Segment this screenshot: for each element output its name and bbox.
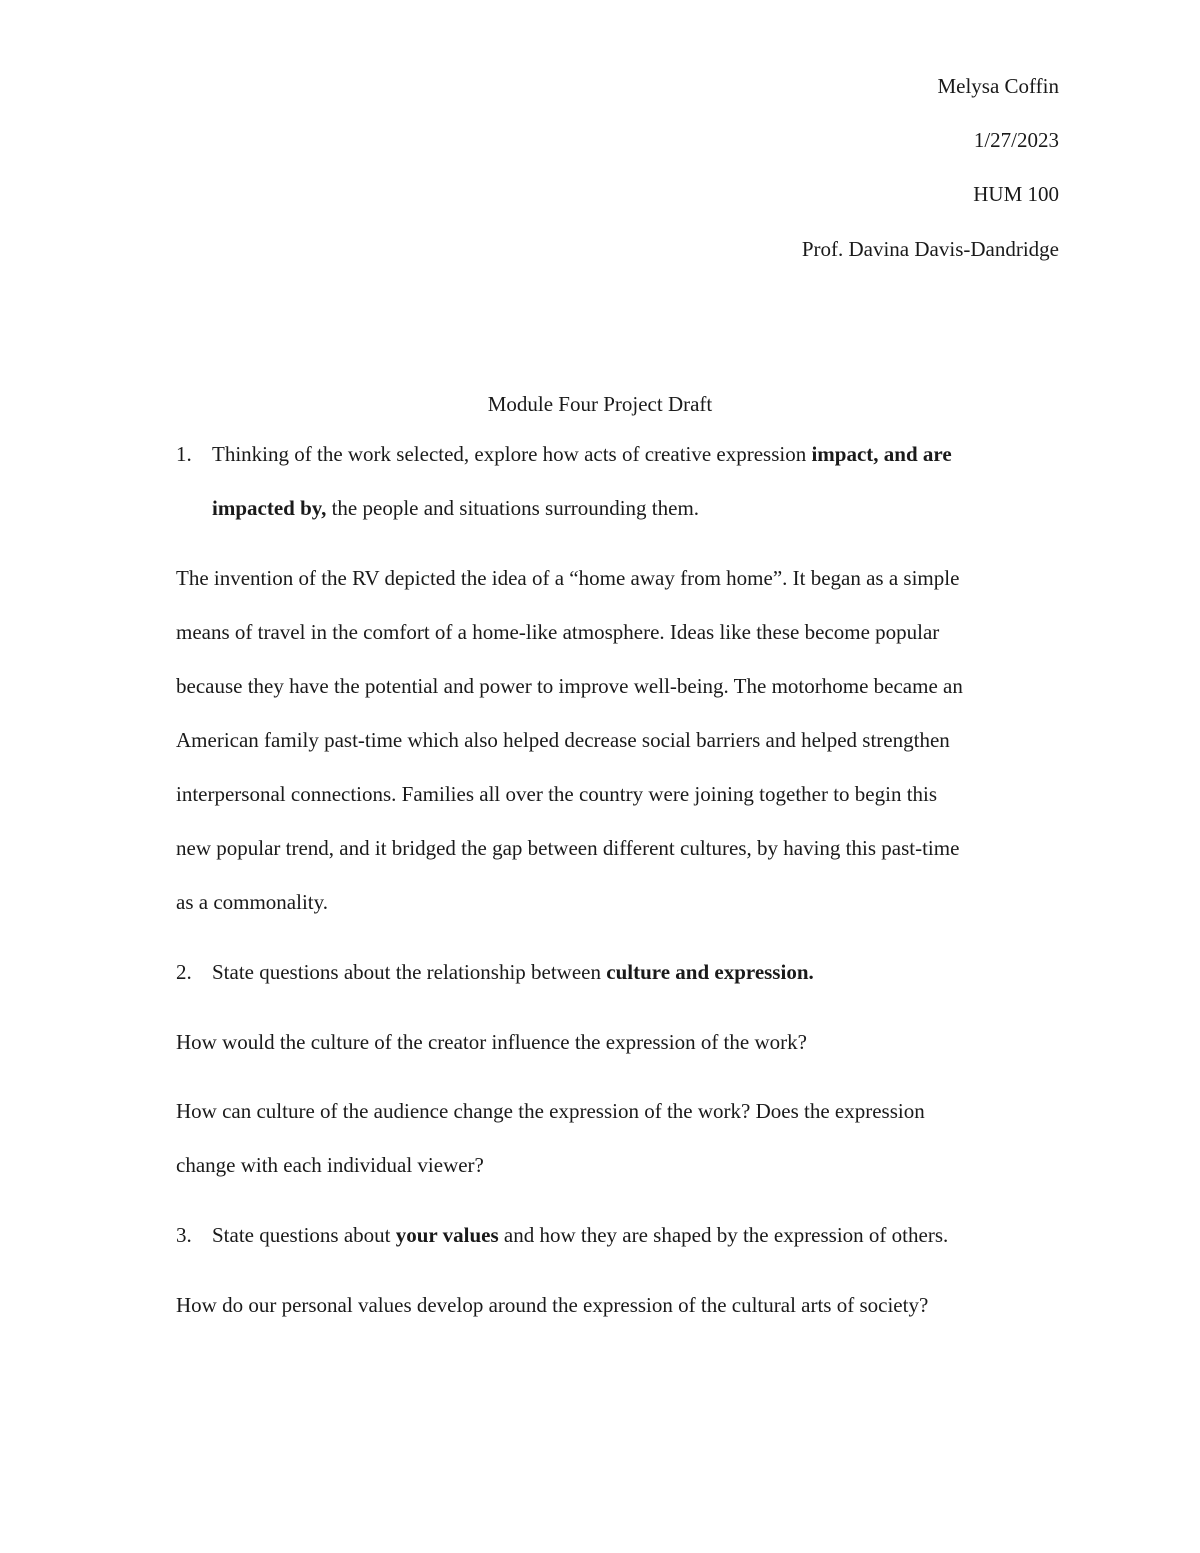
question-3-bold: your values (395, 1223, 499, 1247)
professor-name: Prof. Davina Davis-Dandridge (801, 237, 1059, 261)
question-1-line-1 (212, 444, 952, 465)
date: 1/27/2023 (973, 128, 1059, 152)
question-1-text-2: the people and situations surrounding them. (326, 496, 700, 520)
question-2-number: 2. (176, 960, 192, 984)
question-1-bold: impact, and are (811, 442, 952, 466)
course-code: HUM 100 (973, 182, 1059, 206)
author-name: Melysa Coffin (937, 74, 1059, 98)
answer-2-para-1: How would the culture of the creator influence the expression of the work? (176, 1030, 807, 1054)
question-1-text: Thinking of the work selected, explore how acts of creative expression (212, 442, 812, 466)
answer-2-para-2-line-2: change with each individual viewer? (176, 1153, 484, 1177)
answer-1-line: as a commonality. (176, 890, 329, 914)
document-title: Module Four Project Draft (487, 392, 713, 416)
question-3-number: 3. (176, 1223, 192, 1247)
answer-1-line: The invention of the RV depicted the idea of a “home away from home”. It began as a simple (176, 566, 960, 590)
question-1-line-2 (212, 498, 699, 519)
question-3-text: State questions about (212, 1223, 396, 1247)
question-1-bold-2: impacted by, (212, 496, 327, 520)
answer-1-line: American family past-time which also helped decrease social barriers and helped strengthen (176, 728, 950, 752)
answer-1-line: because they have the potential and power to improve well-being. The motorhome became an (176, 674, 963, 698)
question-1-number: 1. (176, 442, 192, 466)
question-2-bold: culture and expression. (606, 960, 814, 984)
question-2-line (212, 962, 814, 983)
answer-3: How do our personal values develop around the expression of the cultural arts of society? (176, 1293, 929, 1317)
question-2-text: State questions about the relationship between (212, 960, 607, 984)
answer-1-line: means of travel in the comfort of a home-like atmosphere. Ideas like these become popular (176, 620, 940, 644)
question-3-line (212, 1225, 948, 1246)
answer-1-line: new popular trend, and it bridged the gap between different cultures, by having this past-time (176, 836, 960, 860)
answer-2-para-2-line-1: How can culture of the audience change the expression of the work? Does the expression (176, 1099, 925, 1123)
question-3-text-2: and how they are shaped by the expression of others. (498, 1223, 949, 1247)
answer-1-line: interpersonal connections. Families all over the country were joining together to begin this (176, 782, 938, 806)
